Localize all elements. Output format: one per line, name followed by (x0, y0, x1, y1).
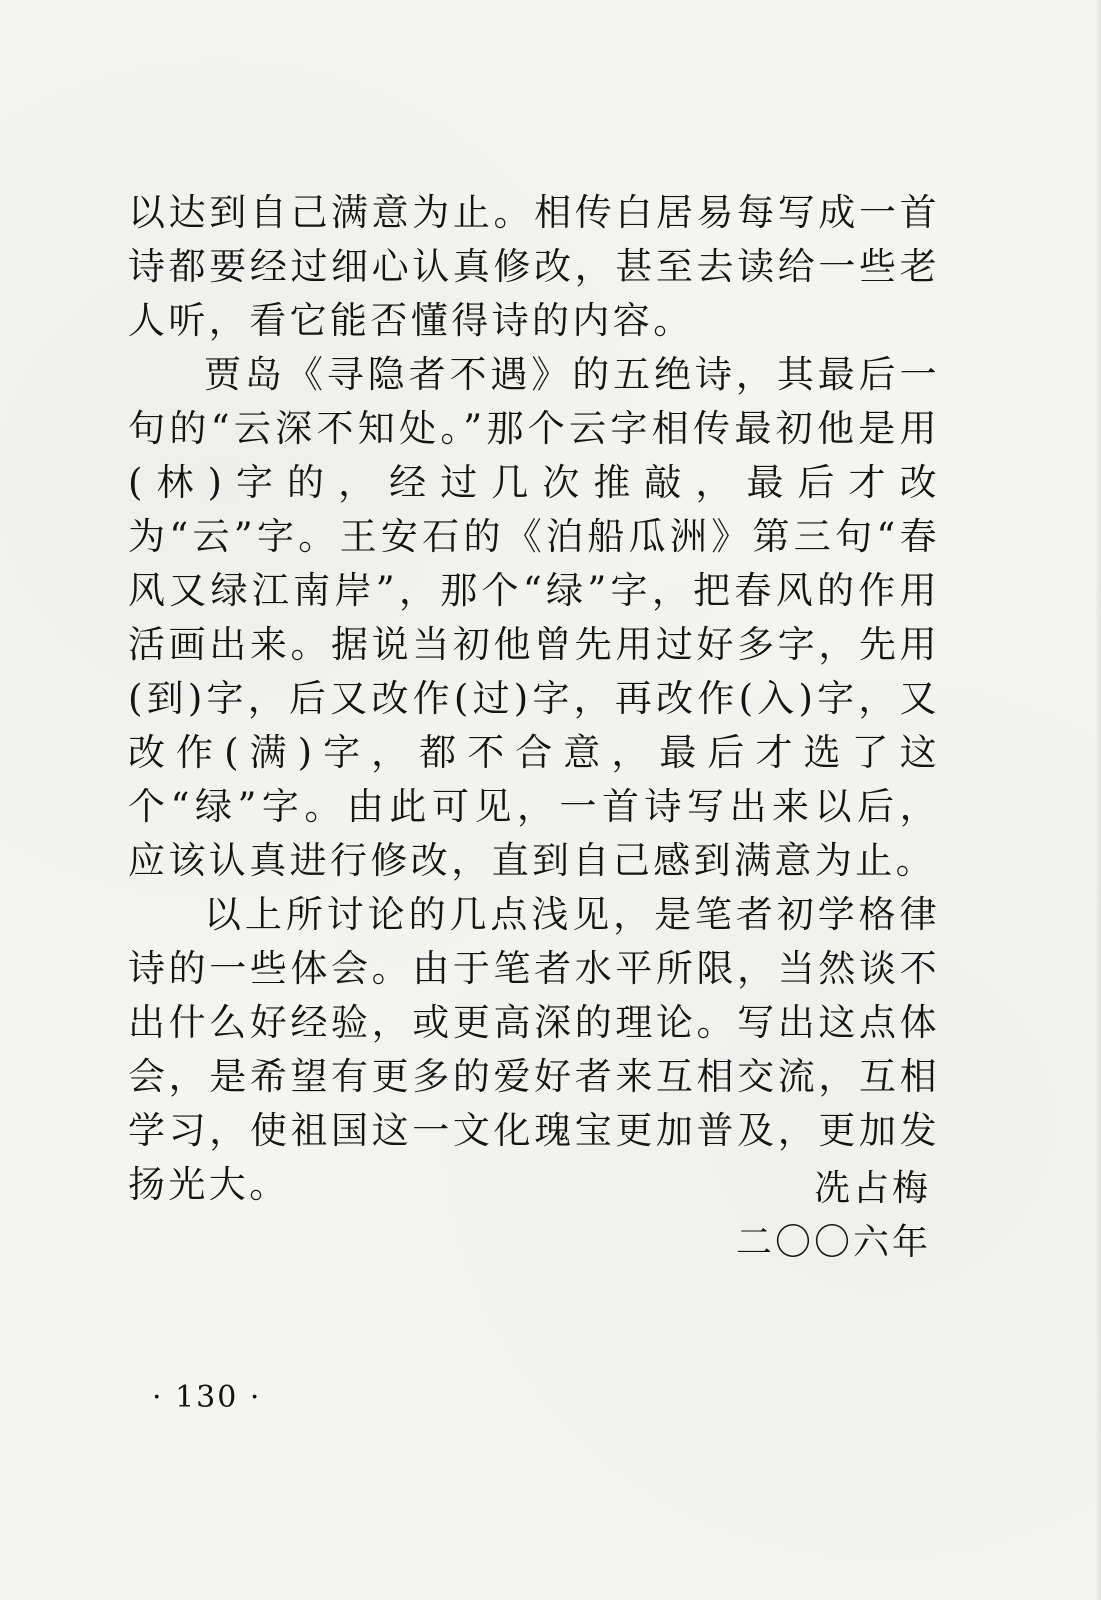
author-name: 冼占梅 (813, 1168, 931, 1209)
paragraph-conclusion: 以上所讨论的几点浅见，是笔者初学格律诗的一些体会。由于笔者水平所限，当然谈不出什么好经验，或更高深的理论。写出这点体会，是希望有更多的爱好者来互相交流，互相学习，使祖国这一文化瑰宝更加普及，更加发扬光大。 (128, 893, 940, 1206)
paragraph-jia-dao: 贾岛《寻隐者不遇》的五绝诗，其最后一句的“云深不知处。”那个云字相传最初他是用(林)字的，经过几次推敲，最后才改为“云”字。王安石的《泊船瓜洲》第三句“春风又绿江南岸”，那个“绿”字，把春风的作用活画出来。据说当初他曾先用过好多字，先用(到)字，后又改作(过)字，再改作(入)字，又改作(满)字，都不合意，最后才选了这个“绿”字。由此可见，一首诗写出来以后，应该认真进行修改，直到自己感到满意为止。 (128, 353, 940, 882)
page-number: · 130 · (152, 1380, 262, 1415)
signature-block (736, 1162, 931, 1270)
main-text (128, 186, 940, 1212)
paragraph-continued: 以达到自己满意为止。相传白居易每写成一首诗都要经过细心认真修改，甚至去读给一些老人听，看它能否懂得诗的内容。 (128, 191, 940, 342)
page-edge-shadow (1095, 0, 1101, 1600)
signature-year: 二〇〇六年 (735, 1222, 931, 1263)
